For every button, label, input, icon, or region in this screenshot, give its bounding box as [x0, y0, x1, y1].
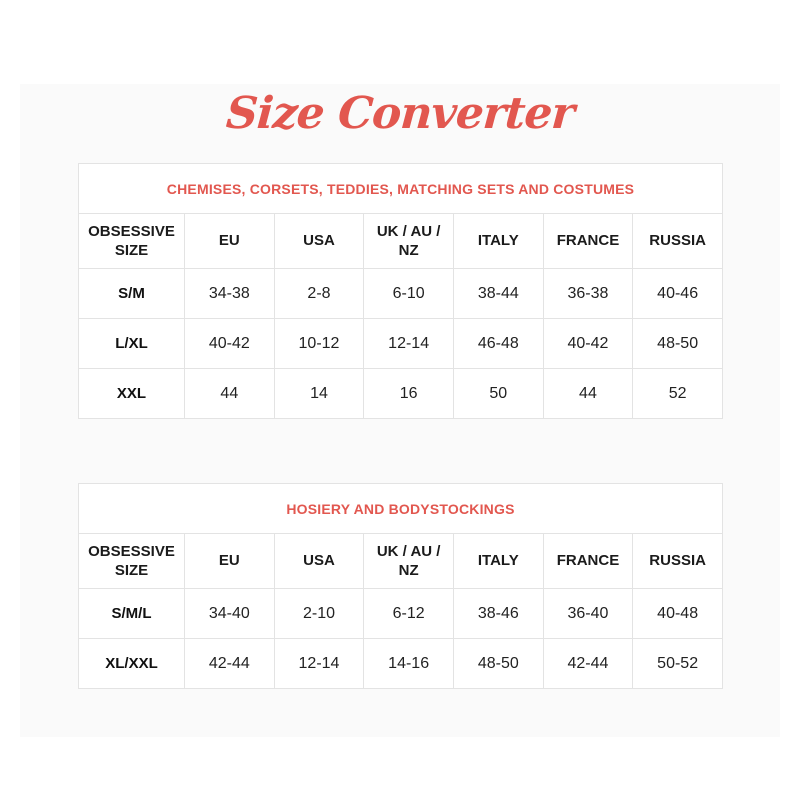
size-value-cell: 42-44 — [185, 639, 275, 689]
size-value-cell: 14-16 — [364, 639, 454, 689]
table-section-title: HOSIERY AND BODYSTOCKINGS — [79, 484, 723, 534]
table-title-row — [79, 484, 723, 534]
table-header-row — [79, 534, 723, 589]
size-value-cell: 2-10 — [274, 589, 364, 639]
size-value-cell: 44 — [543, 369, 633, 419]
size-value-cell: 38-46 — [453, 589, 543, 639]
size-label-cell: XL/XXL — [79, 639, 185, 689]
size-value-cell: 12-14 — [274, 639, 364, 689]
size-label-cell: S/M — [79, 269, 185, 319]
size-value-cell: 10-12 — [274, 319, 364, 369]
size-value-cell: 46-48 — [453, 319, 543, 369]
column-header: OBSESSIVE SIZE — [79, 214, 185, 269]
size-value-cell: 40-42 — [185, 319, 275, 369]
column-header: ITALY — [453, 534, 543, 589]
size-value-cell: 36-40 — [543, 589, 633, 639]
column-header: RUSSIA — [633, 214, 723, 269]
size-value-cell: 48-50 — [453, 639, 543, 689]
size-value-cell: 40-46 — [633, 269, 723, 319]
size-value-cell: 36-38 — [543, 269, 633, 319]
size-value-cell: 52 — [633, 369, 723, 419]
size-value-cell: 48-50 — [633, 319, 723, 369]
size-value-cell: 12-14 — [364, 319, 454, 369]
size-value-cell: 14 — [274, 369, 364, 419]
column-header: EU — [185, 214, 275, 269]
size-value-cell: 6-10 — [364, 269, 454, 319]
size-value-cell: 42-44 — [543, 639, 633, 689]
column-header: FRANCE — [543, 214, 633, 269]
size-label-cell: L/XL — [79, 319, 185, 369]
table-title-row — [79, 164, 723, 214]
column-header: ITALY — [453, 214, 543, 269]
column-header: RUSSIA — [633, 534, 723, 589]
table-row — [79, 319, 723, 369]
column-header: UK / AU / NZ — [364, 214, 454, 269]
table-row — [79, 269, 723, 319]
size-value-cell: 16 — [364, 369, 454, 419]
size-label-cell: S/M/L — [79, 589, 185, 639]
column-header: UK / AU / NZ — [364, 534, 454, 589]
size-label-cell: XXL — [79, 369, 185, 419]
size-value-cell: 2-8 — [274, 269, 364, 319]
size-value-cell: 40-42 — [543, 319, 633, 369]
size-value-cell: 34-38 — [185, 269, 275, 319]
chemises-size-table — [78, 163, 723, 419]
page-title: Size Converter — [224, 88, 576, 139]
size-value-cell: 6-12 — [364, 589, 454, 639]
size-value-cell: 44 — [185, 369, 275, 419]
table-row — [79, 639, 723, 689]
table-row — [79, 369, 723, 419]
table-header-row — [79, 214, 723, 269]
column-header: OBSESSIVE SIZE — [79, 534, 185, 589]
size-value-cell: 38-44 — [453, 269, 543, 319]
column-header: FRANCE — [543, 534, 633, 589]
column-header: EU — [185, 534, 275, 589]
size-value-cell: 34-40 — [185, 589, 275, 639]
size-value-cell: 50-52 — [633, 639, 723, 689]
table-row — [79, 589, 723, 639]
column-header: USA — [274, 534, 364, 589]
table-section-title: CHEMISES, CORSETS, TEDDIES, MATCHING SETS AND COSTUMES — [79, 164, 723, 214]
column-header: USA — [274, 214, 364, 269]
size-value-cell: 50 — [453, 369, 543, 419]
size-value-cell: 40-48 — [633, 589, 723, 639]
hosiery-size-table — [78, 483, 723, 689]
